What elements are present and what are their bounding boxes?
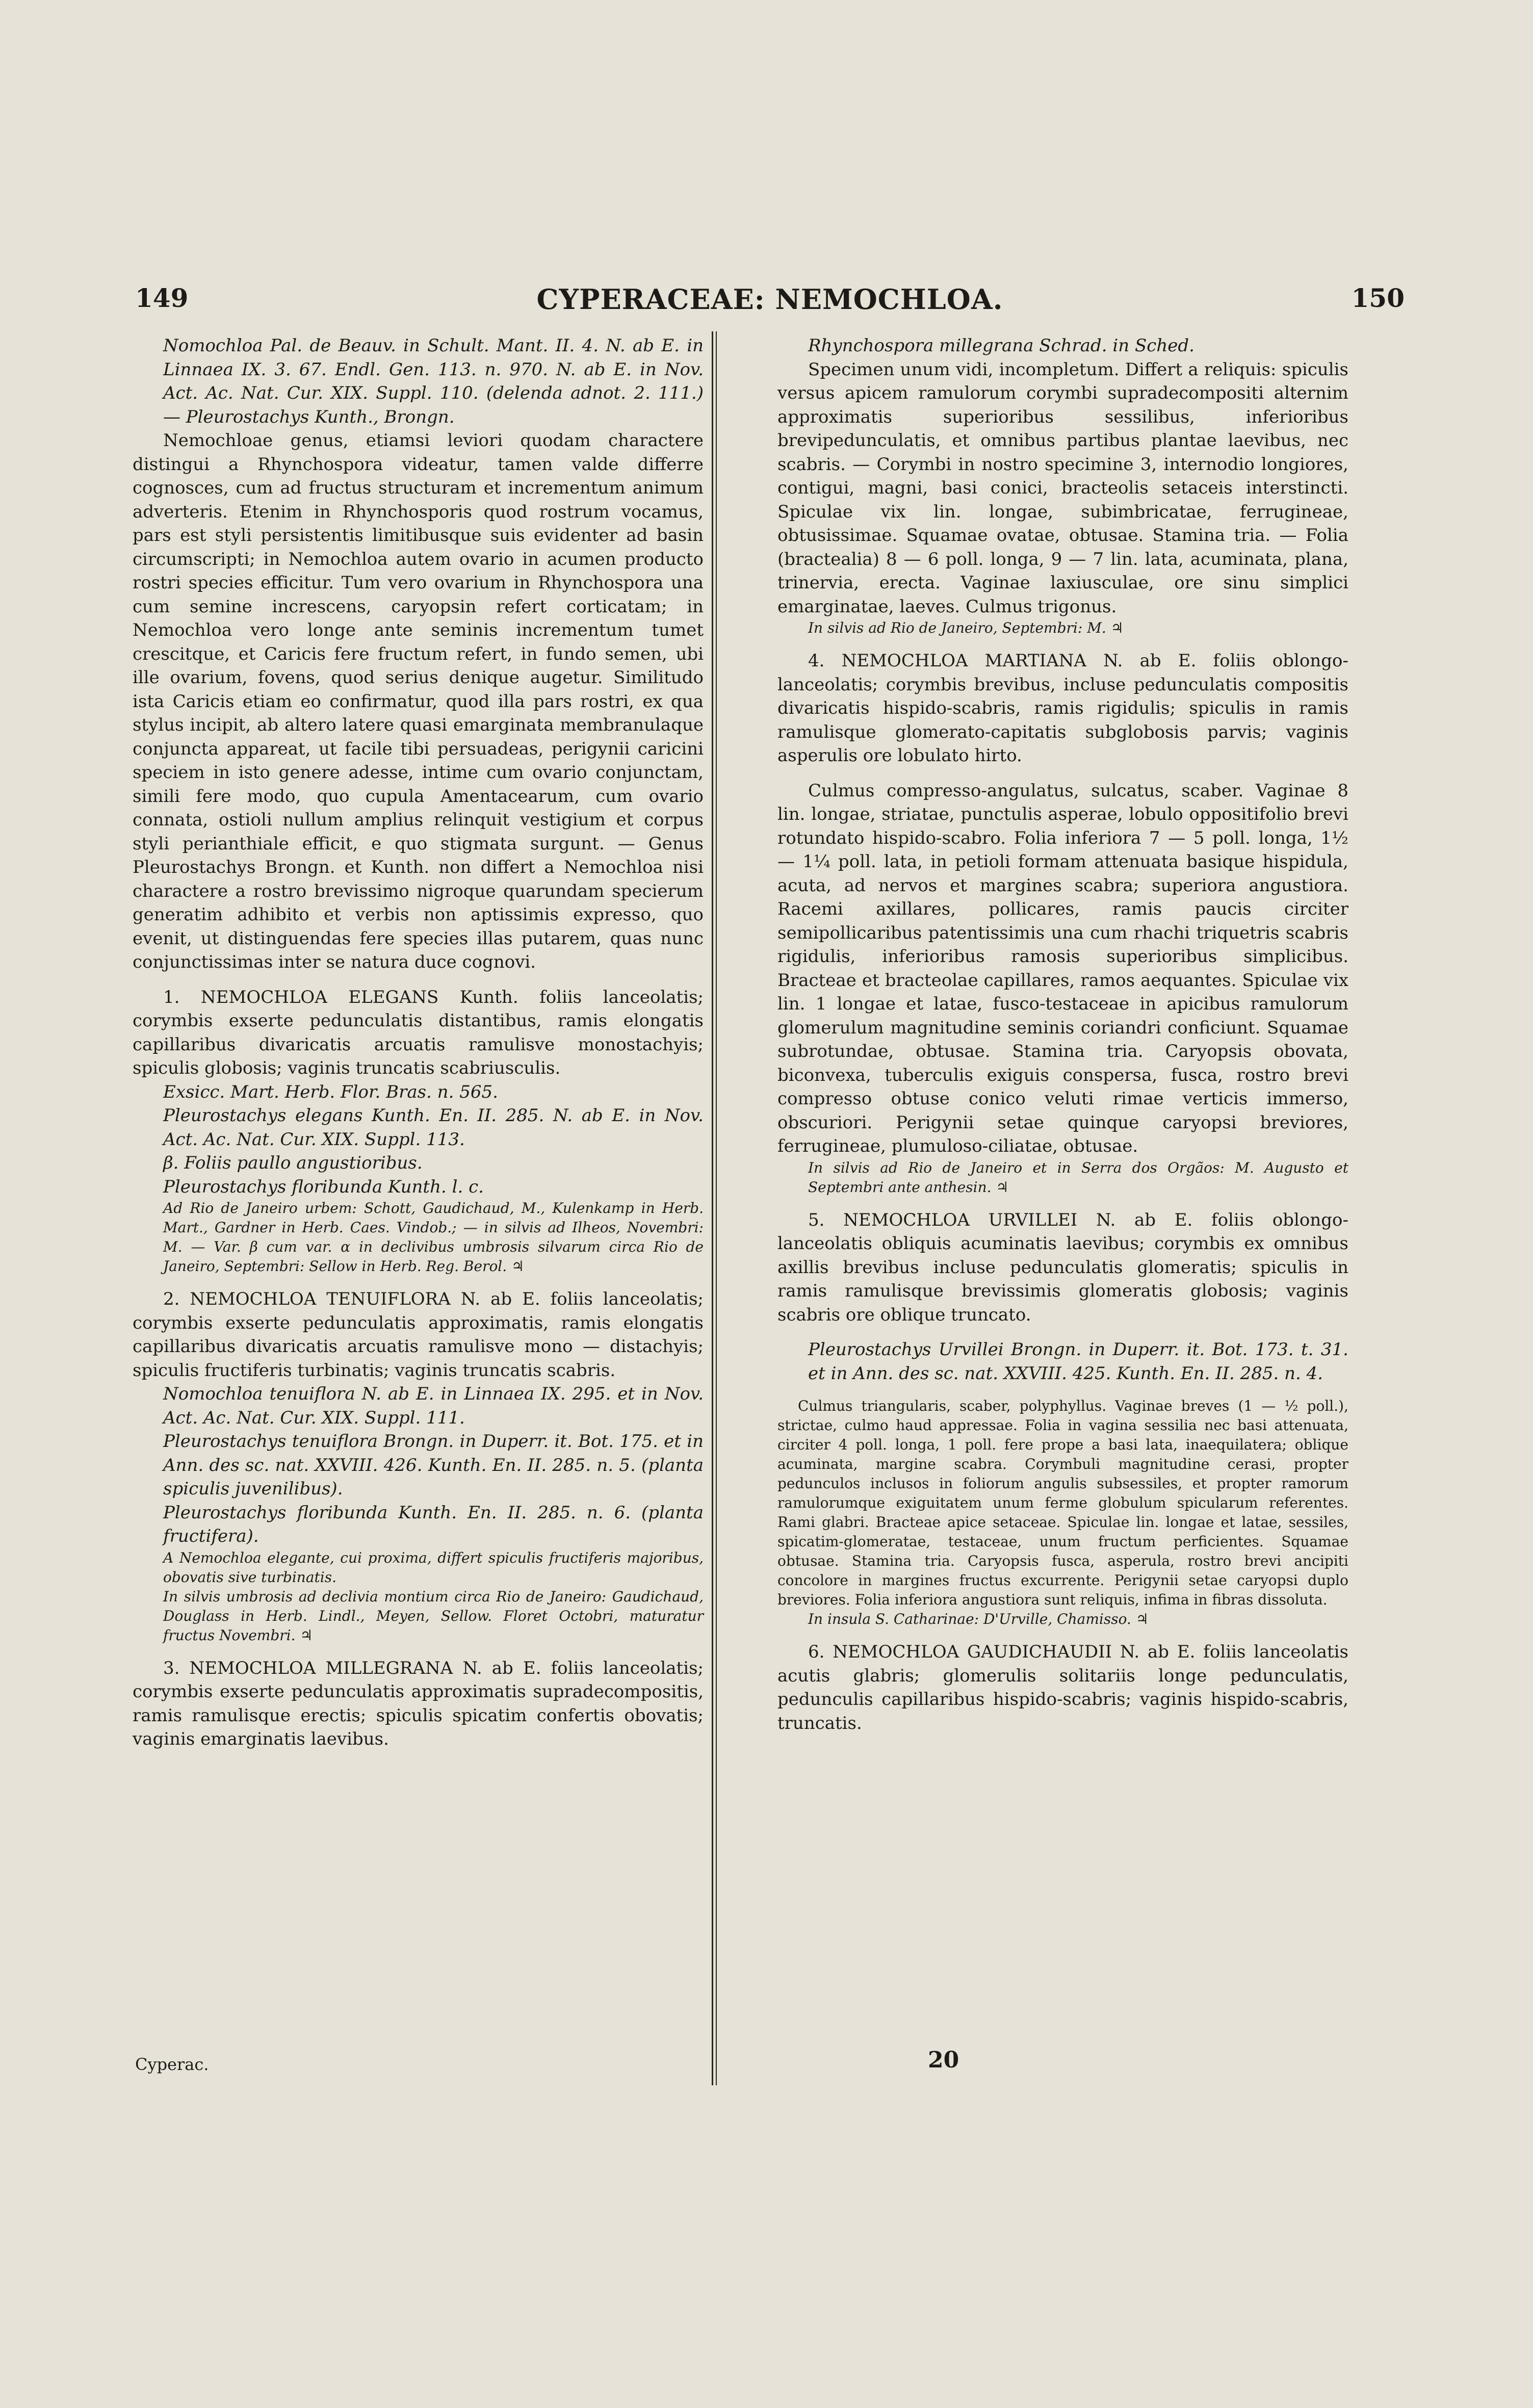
text-paragraph: Pleurostachys floribunda Kunth. En. II. 285. n. 6. (planta fructifera). (163, 1502, 704, 1546)
text-paragraph: Nemochloae genus, etiamsi leviori quodam charactere distingui a Rhynchospora videatur, tamen valde differre cognosces, cum ad fructus structuram et incrementum animum adverteris. Etenim in Rhynchosporis quod rostrum vocamus, pars est styli persistentis limitibusque suis evidenter ad basin circumscripti; in Nemochloa autem ovario in acumen producto rostri species efficitur. Tum vero ovarium in Rhynchospora una cum semine increscens, caryopsin refert corticatam; in Nemochloa vero longe ante seminis incrementum tumet crescitque, et Caricis fere fructum refert, in fundo semen, ubi ille ovarium, fovens, quod serius denique augetur. Similitudo ista Caricis etiam eo confirmatur, quod illa pars rostri, ex qua stylus incipit, ab altero latere quasi emarginata membranulaque conjuncta appareat, ut facile tibi persuadeas, perigynii caricini speciem in isto genere adesse, intime cum ovario conjunctam, simili fere modo, quo cupula Amentacearum, cum ovario connata, ostioli nullum amplius relinquit vestigium et corpus styli perianthiale efficit, e quo stigmata surgunt. — Genus Pleurostachys Brongn. et Kunth. non differt a Nemochloa nisi charactere a rostro brevissimo nigroque quarundam specierum generatim adhibito et verbis non aptissimis expresso, quo evenit, ut distinguendas fere species illas putarem, quas nunc conjunctissimas inter se natura duce cognovi. (133, 430, 704, 972)
text-paragraph: β. Foliis paullo angustioribus. (163, 1153, 423, 1173)
text-paragraph: In silvis ad Rio de Janeiro, Septembri: M. ♃ (808, 619, 1124, 636)
text-paragraph: In insula S. Catharinae: D'Urville, Chamisso. ♃ (808, 1611, 1149, 1627)
paragraph-gap (133, 974, 704, 986)
text-paragraph: 2. NEMOCHLOA TENUIFLORA N. ab E. foliis lanceolatis; corymbis exserte pedunculatis approximatis, ramis elongatis capillaribus divaricatis arcuatis ramulisve mono — distachyis; spiculis fructiferis turbinatis; vaginis truncatis scabris. (133, 1289, 704, 1381)
running-header (125, 283, 1415, 324)
paragraph-gap (777, 638, 1348, 649)
paragraph-gap (777, 1385, 1348, 1396)
text-paragraph: Ad Rio de Janeiro urbem: Schott, Gaudichaud, M., Kulenkamp in Herb. Mart., Gardner in Herb. Caes. Vindob.; — in silvis ad Ilheos, Novembri: M. — Var. β cum var. α in declivibus umbrosis silvarum circa Rio de Janeiro, Septembri: Sellow in Herb. Reg. Berol. ♃ (163, 1200, 704, 1275)
text-paragraph: Specimen unum vidi, incompletum. Differt a reliquis: spiculis versus apicem ramulorum corymbi supradecompositi alternim approximatis superioribus sessilibus, inferioribus brevipedunculatis, et omnibus partibus plantae laevibus, nec scabris. — Corymbi in nostro specimine 3, internodio longiores, contigui, magni, basi conici, bracteolis setaceis interstincti. Spiculae vix lin. longae, subimbricatae, ferrugineae, obtusissimae. Squamae ovatae, obtusae. Stamina tria. — Folia (bractealia) 8 — 6 poll. longa, 9 — 7 lin. lata, acuminata, plana, trinervia, erecta. Vaginae laxiusculae, ore sinu simplici emarginatae, laeves. Culmus trigonus. (777, 359, 1348, 617)
text-paragraph: 6. NEMOCHLOA GAUDICHAUDII N. ab E. foliis lanceolatis acutis glabris; glomerulis solitariis longe pedunculatis, pedunculis capillaribus hispido-scabris; vaginis hispido-scabris, truncatis. (777, 1642, 1348, 1733)
text-paragraph: Pleurostachys elegans Kunth. En. II. 285. N. ab E. in Nov. Act. Ac. Nat. Cur. XIX. Suppl. 113. (163, 1105, 704, 1150)
text-paragraph: Culmus compresso-angulatus, sulcatus, scaber. Vaginae 8 lin. longae, striatae, punctulis asperae, lobulo oppositifolio brevi rotundato hispido-scabro. Folia inferiora 7 — 5 poll. longa, 1½ — 1¼ poll. lata, in petioli formam attenuata basique hispidula, acuta, ad nervos et margines scabra; superiora angustiora. Racemi axillares, pollicares, ramis paucis circiter semipollicaribus patentissimis una cum rhachi triquetris scabris rigidulis, inferioribus ramosis superioribus simplicibus. Bracteae et bracteolae capillares, ramos aequantes. Spiculae vix lin. 1 longae et latae, fusco-testaceae in apicibus ramulorum glomerulum magnitudine seminis coriandri conficiunt. Squamae subrotundae, obtusae. Stamina tria. Caryopsis obovata, biconvexa, tuberculis exiguis conspersa, fusca, rostro brevi compresso obtuse conico veluti rimae verticis immerso, obscuriori. Perigynii setae quinque caryopsi breviores, ferrugineae, plumuloso-ciliatae, obtusae. (777, 780, 1348, 1156)
text-paragraph: A Nemochloa elegante, cui proxima, differt spiculis fructiferis majoribus, obovatis sive turbinatis. (163, 1549, 704, 1586)
text-paragraph: In silvis ad Rio de Janeiro et in Serra dos Orgãos: M. Augusto et Septembri ante anthesin. ♃ (808, 1159, 1348, 1196)
page-number-left: 149 (135, 283, 189, 313)
text-paragraph: Pleurostachys Urvillei Brongn. in Duperr. it. Bot. 173. t. 31. et in Ann. des sc. nat. XXVIII. 425. Kunth. En. II. 285. n. 4. (808, 1339, 1348, 1384)
paragraph-gap (133, 1276, 704, 1287)
text-paragraph: Rhynchospora millegrana Schrad. in Sched. (808, 335, 1194, 356)
sheet-number: 20 (928, 2047, 959, 2073)
paragraph-gap (777, 1197, 1348, 1208)
text-paragraph: Culmus triangularis, scaber, polyphyllus. Vaginae breves (1 — ½ poll.), strictae, culmo haud appressae. Folia in vagina sessilia nec basi attenuata, circiter 4 poll. longa, 1 poll. fere prope a basi lata, inaequilatera; oblique acuminata, margine scabra. Corymbuli magnitudine cerasi, propter pedunculos inclusos in foliorum angulis subsessiles, et propter ramorum ramulorumque exiguitatem unum ferme globulum spicularum referentes. Rami glabri. Bracteae apice setaceae. Spiculae lin. longae et latae, sessiles, spicatim-glomeratae, testaceae, unum fructum perficientes. Squamae obtusae. Stamina tria. Caryopsis fusca, asperula, rostro brevi ancipiti concolore in margines fructus excurrente. Perigynii setae caryopsi duplo breviores. Folia inferiora angustiora sunt reliquis, infima in fibras dissoluta. (777, 1397, 1348, 1608)
text-paragraph: In silvis umbrosis ad declivia montium circa Rio de Janeiro: Gaudichaud, Douglass in Herb. Lindl., Meyen, Sellow. Floret Octobri, maturatur fructus Novembri. ♃ (163, 1588, 704, 1644)
page-number-right: 150 (1351, 283, 1405, 313)
paragraph-gap (777, 768, 1348, 779)
right-column (777, 334, 1348, 1735)
running-title: CYPERACEAE: NEMOCHLOA. (536, 283, 1003, 316)
text-paragraph: Nomochloa Pal. de Beauv. in Schult. Mant. II. 4. N. ab E. in Linnaea IX. 3. 67. Endl. Gen. 113. n. 970. N. ab E. in Nov. Act. Ac. Nat. Cur. XIX. Suppl. 110. (delenda adnot. 2. 111.) — Pleurostachys Kunth., Brongn. (163, 335, 704, 427)
paragraph-gap (777, 1327, 1348, 1338)
text-paragraph: Exsicc. Mart. Herb. Flor. Bras. n. 565. (163, 1081, 498, 1102)
text-paragraph: 5. NEMOCHLOA URVILLEI N. ab E. foliis oblongo-lanceolatis obliquis acuminatis laevibus; corymbis ex omnibus axillis brevibus incluse pedunculatis glomeratis; spiculis in ramis ramulisque brevissimis glomeratis globosis; vaginis scabris ore oblique truncato. (777, 1209, 1348, 1325)
column-rule-double (716, 331, 717, 2085)
text-paragraph: 1. NEMOCHLOA ELEGANS Kunth. foliis lanceolatis; corymbis exserte pedunculatis distantibus, ramis elongatis capillaribus divaricatis arcuatis ramulisve monostachyis; spiculis globosis; vaginis truncatis scabriusculis. (133, 987, 704, 1078)
text-paragraph: 4. NEMOCHLOA MARTIANA N. ab E. foliis oblongo-lanceolatis; corymbis brevibus, incluse pedunculatis compositis divaricatis hispido-scabris, ramis rigidulis; spiculis in ramis ramulisque glomerato-capitatis subglobosis parvis; vaginis asperulis ore lobulato hirto. (777, 651, 1348, 766)
text-paragraph: Nomochloa tenuiflora N. ab E. in Linnaea IX. 295. et in Nov. Act. Ac. Nat. Cur. XIX. Suppl. 111. (163, 1384, 704, 1428)
text-paragraph: 3. NEMOCHLOA MILLEGRANA N. ab E. foliis lanceolatis; corymbis exserte pedunculatis approximatis supradecompositis, ramis ramulisque erectis; spiculis spicatim confertis obovatis; vaginis emarginatis laevibus. (133, 1658, 704, 1749)
paragraph-gap (133, 1645, 704, 1656)
text-paragraph: Pleurostachys tenuiflora Brongn. in Duperr. it. Bot. 175. et in Ann. des sc. nat. XXVIII. 426. Kunth. En. II. 285. n. 5. (planta spiculis juvenilibus). (163, 1431, 704, 1499)
column-rule (712, 331, 713, 2085)
paragraph-gap (777, 1629, 1348, 1640)
text-paragraph: Pleurostachys floribunda Kunth. l. c. (163, 1176, 484, 1197)
signature-mark: Cyperac. (135, 2055, 209, 2074)
left-column (133, 334, 704, 1751)
